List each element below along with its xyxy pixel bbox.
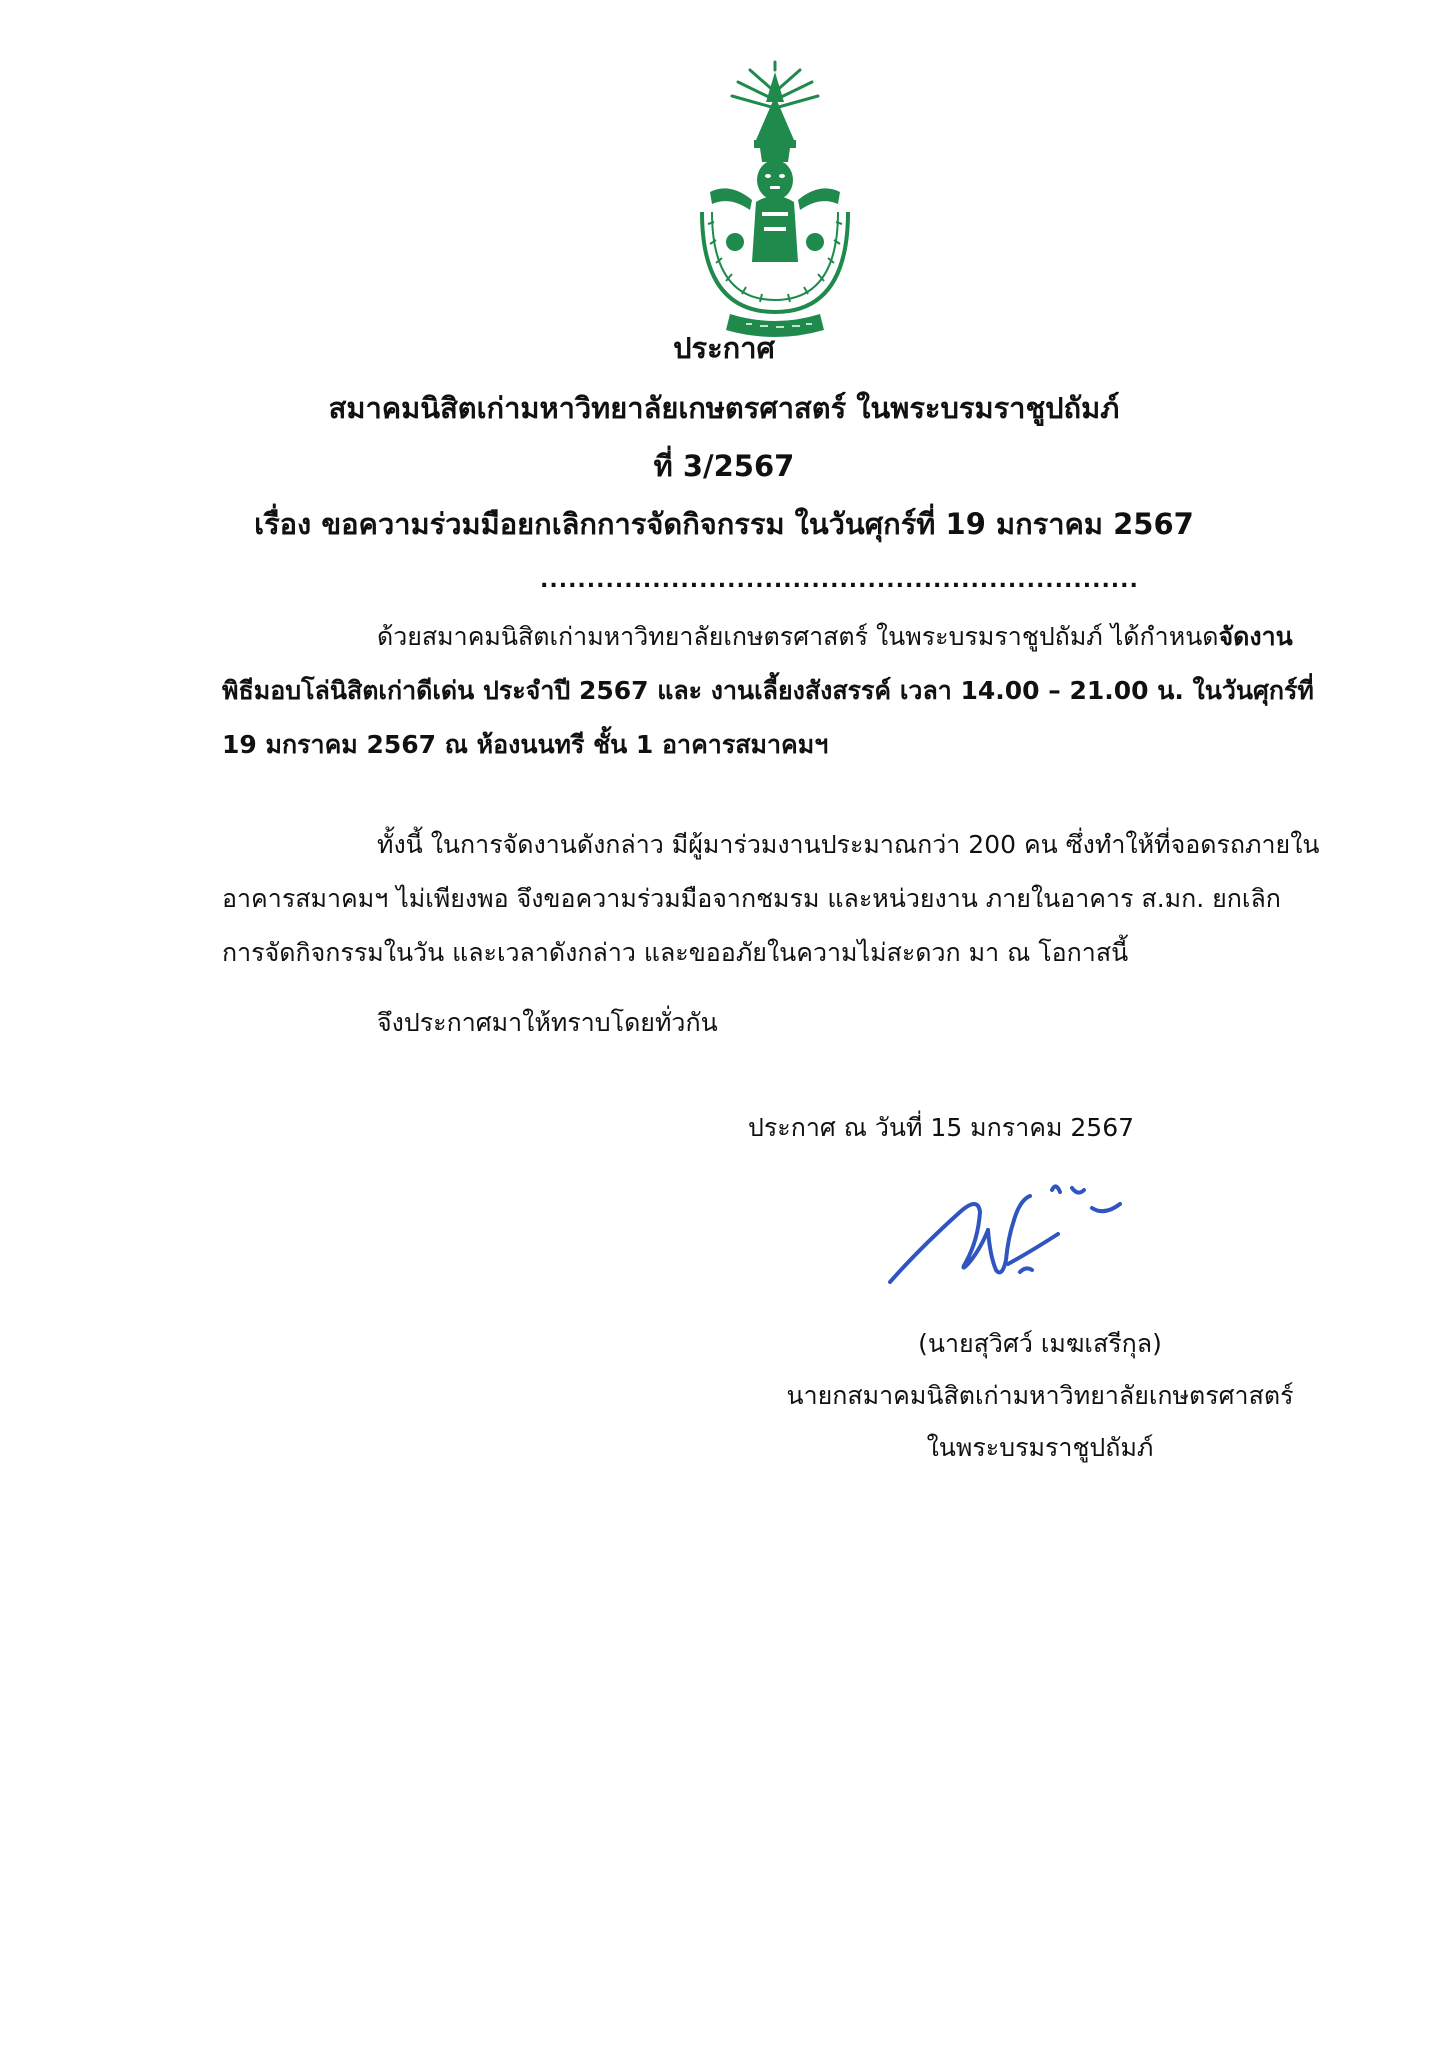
body-paragraph-2 [222, 818, 1320, 980]
closing-paragraph [222, 996, 1292, 1050]
announcement-number: ที่ 3/2567 [653, 449, 795, 483]
paragraph-2-line-1: ทั้งนี้ ในการจัดงานดังกล่าว มีผู้มาร่วมงานประมาณกว่า 200 คน ซึ่งทำให้ที่จอดรถภายใน [377, 830, 1320, 859]
signer-title-line-2: ในพระบรมราชูปถัมภ์ [926, 1433, 1154, 1462]
announcement-date: ประกาศ ณ วันที่ 15 มกราคม 2567 [748, 1113, 1135, 1142]
closing-line: จึงประกาศมาให้ทราบโดยทั่วกัน [377, 1008, 718, 1037]
signer-title: นายกสมาคมนิสิตเก่ามหาวิทยาลัยเกษตรศาสตร์ [786, 1381, 1294, 1410]
paragraph-1-line-3: 19 มกราคม 2567 ณ ห้องนนทรี ชั้น 1 อาคารสมาคมฯ [222, 730, 829, 759]
paragraph-2-line-3: การจัดกิจกรรมในวัน และเวลาดังกล่าว และขออภัยในความไม่สะดวก มา ณ โอกาสนี้ [222, 938, 1129, 967]
body-paragraph-1 [222, 610, 1314, 772]
signer-block [770, 1318, 1310, 1474]
association-emblem-icon [690, 62, 860, 342]
announcement-subject: เรื่อง ขอความร่วมมือยกเลิกการจัดกิจกรรม ในวันศุกร์ที่ 19 มกราคม 2567 [254, 507, 1194, 541]
announcement-title: ประกาศ [673, 331, 775, 365]
paragraph-1-line-1-bold: จัดงาน [1218, 622, 1293, 651]
paragraph-1-line-1-regular: ด้วยสมาคมนิสิตเก่ามหาวิทยาลัยเกษตรศาสตร์ ในพระบรมราชูปถัมภ์ ได้กำหนด [377, 622, 1219, 651]
signer-name: (นายสุวิศว์ เมฆเสรีกุล) [918, 1329, 1162, 1358]
separator-dots: ................................................................ [540, 568, 1139, 593]
handwritten-signature-icon [880, 1160, 1140, 1290]
paragraph-1-line-2: พิธีมอบโล่นิสิตเก่าดีเด่น ประจำปี 2567 และ งานเลี้ยงสังสรรค์ เวลา 14.00 – 21.00 น. ในวันศุกร์ที่ [222, 676, 1314, 705]
paragraph-1-line-1 [222, 610, 1292, 664]
organization-name: สมาคมนิสิตเก่ามหาวิทยาลัยเกษตรศาสตร์ ในพระบรมราชูปถัมภ์ [328, 391, 1120, 425]
paragraph-2-line-2: อาคารสมาคมฯ ไม่เพียงพอ จึงขอความร่วมมือจากชมรม และหน่วยงาน ภายในอาคาร ส.มก. ยกเลิก [222, 884, 1281, 913]
